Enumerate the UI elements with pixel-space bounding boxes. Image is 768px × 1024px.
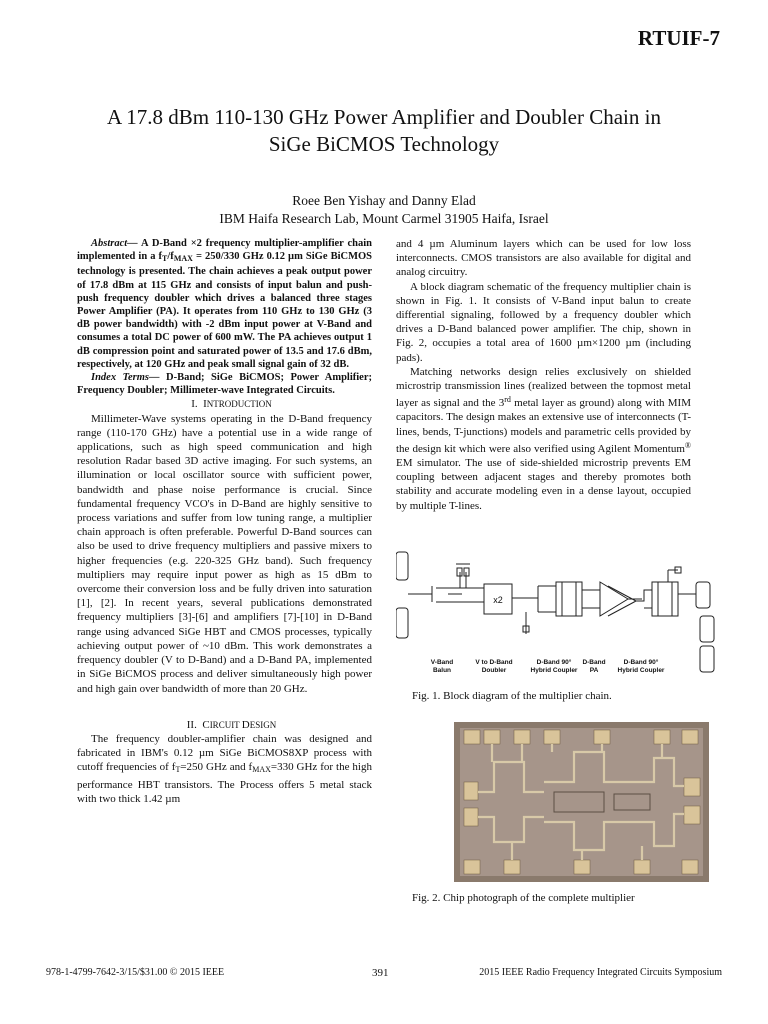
paper-code: RTUIF-7 [637,26,720,50]
coupler-1 [556,582,582,616]
doubler-label: x2 [493,595,503,605]
authors: Roee Ben Yishay and Danny Elad [292,193,476,208]
pa-triangle-2 [608,586,636,616]
footer-conference: 2015 IEEE Radio Frequency Integrated Circuits Symposium [479,967,722,978]
intro-paragraph: Millimeter-Wave systems operating in the D-Band frequency range (110-170 GHz) have a potential use in a wide range of applications, such as high speed communication and high resolution Radar based 3D active imaging. For such systems, an illumination or local oscillator source with sufficient power, bandwidth and phase noise performance is crucial. Since fundamental frequency VCO's in D-Band are highly sensitive to process variations and suffer from low tuning range, a multiplier chain approach is often preferable. Powerful D-Band sources can also be used to drive frequency multipliers and passive mixers to higher frequencies (e.g. 220-325 GHz band). Such frequency multipliers may require input power as high as 15 dBm to overcome their conversion loss and be fully driven into saturation [1], [2]. In recent years, several publications demonstrated frequency multipliers [3]-[6] and amplifiers [7]-[10] in D-Band range using advanced SiGe HBT and CMOS processes, typically achieving output power of ~10 dBm. This work demonstrates a frequency doubler (V to D-Band) and a D-Band PA, implemented in SiGe BiCMOS process and deliver simultaneously high power and high gain over bandwidth of more than 20 GHz. [77,412,372,695]
chip-pad [464,782,478,800]
coupler-2 [652,582,678,616]
right-column [396,237,691,513]
figure-2-caption: Fig. 2. Chip photograph of the complete multiplier [412,892,635,904]
coupler-1-lines [562,582,576,616]
pa-triangle-1 [600,582,628,616]
chip-pad [514,730,530,744]
chip-pad [684,806,700,824]
chip-photograph [454,722,709,882]
pa-input [582,590,600,608]
pad-in-bottom [396,608,408,638]
chip-pad [654,730,670,744]
circuit-paragraph-2: A block diagram schematic of the frequency multiplier chain is shown in Fig. 1. It consists of V-Band input balun to create differential signaling, followed by a frequency doubler which drives a D-Band balanced power amplifier. The chip, shown in Fig. 2, occupies a total area of 1600 µm×1200 µm (including pads). [396,280,691,364]
chip-pad [682,730,698,744]
label-pa-1: D-Band [582,659,606,666]
circuit-paragraph-1-cont: and 4 µm Aluminum layers which can be used for low loss interconnects. CMOS transistors are also available for digital and analog circuitry. [396,238,691,279]
abstract: Abstract— A D-Band ×2 frequency multiplier-amplifier chain implemented in a $f_T/f_{MAX} = 250/330$ GHz 0.12 µm SiGe BiCMOS technology is presented. The chain achieves a peak output power of 17.8 dBm at 115 GHz and consists of input balun and push-push frequency doubler which drives a balanced three stages Power Amplifier (PA). It operates from 110 GHz to 130 GHz (3 dB power bandwidth) with -2 dBm input power at V-Band and consumes a total DC power of 600 mW. The PA achieves output 1 dB compression point and saturated power of 13.5 and 17.6 dBm, respectively, at 120 GHz and peak small signal gain of 32 dB. [77,238,372,370]
chip-pad [464,808,478,826]
chip-pad [504,860,520,874]
bias-lines [460,572,466,588]
chip-pad [574,860,590,874]
termination [668,570,678,582]
footer-page-number: 391 [372,967,389,979]
label-coupler1-1: D-Band 90° [536,659,572,666]
figure-1-caption: Fig. 1. Block diagram of the multiplier chain. [412,690,612,702]
left-column [77,237,372,806]
chip-pad [682,860,698,874]
circuit-paragraph-3: Matching networks design relies exclusively on shielded microstrip transmission lines (realized between the topmost metal layer as signal and the 3rd metal layer as ground) along with MIM capacitors. The design makes an extensive use of interconnects (T-lines, bends, T-junctions) models and parametric cells provided by the design kit which were also verified using Agilent Momentum® EM simulator. The use of side-shielded microstrip prevents EM coupling between adjacent stages and thereby promotes both stability and accurate modeling even in a dense layout, occupied by multiple T-lines. [396,365,691,512]
pad-out-top [696,582,710,608]
balun-lines [436,588,484,602]
footer-copyright: 978-1-4799-7642-3/15/$31.00 © 2015 IEEE [46,967,225,978]
pad-out-right [700,616,714,642]
index-terms: Index Terms— D-Band; SiGe BiCMOS; Power Amplifier; Frequency Doubler; Millimeter-wave Integrated Circuits. [77,372,372,397]
paper-title [60,104,708,158]
chip-pad [594,730,610,744]
affiliation: IBM Haifa Research Lab, Mount Carmel 31905 Haifa, Israel [219,211,549,226]
circuit-paragraph-1: The frequency doubler-amplifier chain was designed and fabricated in IBM's 0.12 µm SiGe BiCMOS8XP process with cutoff frequencies of $f_T=250$ GHz and $f_{MAX}=330$ GHz for the high performance HBT transistors. The Process offers 5 metal stack with two thick 1.42 µm [77,732,372,805]
chip-pad [544,730,560,744]
label-doubler-2: Doubler [481,667,507,674]
doubler-out [512,586,556,612]
label-balun-2: Balun [432,667,452,674]
section-2-heading: II. CIRCUIT DESIGN [186,718,277,731]
input-line [408,586,432,602]
pad-out-bottom [700,646,714,672]
title-line-1: A 17.8 dBm 110-130 GHz Power Amplifier and Doubler Chain in [107,105,661,129]
label-doubler-1: V to D-Band [475,659,513,666]
label-balun-1: V-Band [430,659,454,666]
chip-pad [464,860,480,874]
coupler-2-lines [658,582,672,616]
chip-pad [634,860,650,874]
block-diagram [396,546,726,676]
pad-in-top [396,552,408,580]
chip-pad [484,730,500,744]
title-line-2: SiGe BiCMOS Technology [268,132,500,156]
label-coupler1-2: Hybrid Coupler [530,667,578,674]
section-1-heading: I. INTRODUCTION [191,398,272,411]
chip-pad [464,730,480,744]
label-coupler2-1: D-Band 90° [623,659,659,666]
chip-pad [684,778,700,796]
pa-output [628,590,652,608]
label-coupler2-2: Hybrid Coupler [617,667,665,674]
label-pa-2: PA [589,667,599,674]
